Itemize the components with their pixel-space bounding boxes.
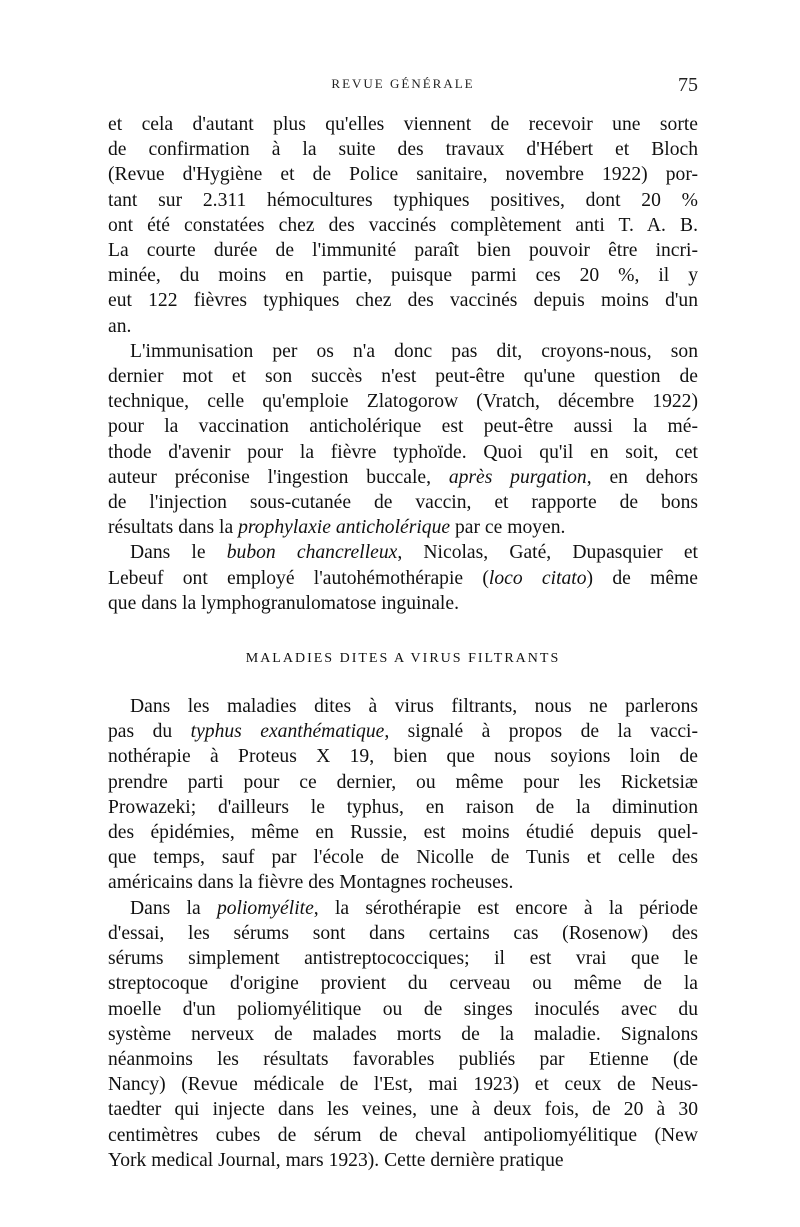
text-line xyxy=(108,820,698,845)
text-line xyxy=(108,288,698,313)
text-line xyxy=(108,694,698,719)
text-line xyxy=(108,314,698,339)
text-run: Lebeuf ont employé l'autohémothérapie ( xyxy=(108,567,489,589)
text-line xyxy=(108,566,698,591)
page-number: 75 xyxy=(678,74,698,96)
text-line xyxy=(108,540,698,565)
paragraph-4 xyxy=(108,694,698,896)
text-run: technique, celle qu'emploie Zlatogorow (Vratch, décembre 1922) xyxy=(108,391,698,413)
text-run: sérums simplement antistreptococciques; il est vrai que le xyxy=(108,948,698,970)
text-run: auteur préconise l'ingestion buccale, xyxy=(108,466,449,488)
paragraph-3 xyxy=(108,540,698,616)
italic-term: loco citato xyxy=(488,567,587,589)
text-line xyxy=(108,770,698,795)
text-run: système nerveux de malades morts de la maladie. Signalons xyxy=(108,1023,698,1045)
text-run: résultats dans la xyxy=(108,517,239,539)
text-line xyxy=(108,490,698,515)
text-run: Dans les maladies dites à virus filtrants, nous ne parlerons xyxy=(130,696,698,718)
text-run: ont été constatées chez des vaccinés complètement anti T. A. B. xyxy=(108,214,698,236)
text-run: nothérapie à Proteus X 19, bien que nous soyions loin de xyxy=(108,746,698,768)
text-run: minée, du moins en partie, puisque parmi ces 20 %, il y xyxy=(108,265,698,287)
text-line xyxy=(108,213,698,238)
text-line xyxy=(108,971,698,996)
text-line xyxy=(108,719,698,744)
text-line xyxy=(108,515,698,540)
text-line xyxy=(108,870,698,895)
text-line xyxy=(108,997,698,1022)
paragraph-2 xyxy=(108,339,698,541)
text-line xyxy=(108,1148,698,1173)
text-line xyxy=(108,795,698,820)
text-line xyxy=(108,414,698,439)
text-run: de l'injection sous-cutanée de vaccin, et rapporte de bons xyxy=(108,492,698,514)
italic-term: après purgation xyxy=(448,466,587,488)
text-line xyxy=(108,263,698,288)
text-run: néanmoins les résultats favorables publiés par Etienne (de xyxy=(108,1048,698,1070)
paragraph-1 xyxy=(108,112,698,339)
text-run: tant sur 2.311 hémocultures typhiques positives, dont 20 % xyxy=(108,189,698,211)
text-run: et cela d'autant plus qu'elles viennent de recevoir une sorte xyxy=(108,114,698,135)
text-line xyxy=(108,440,698,465)
text-line xyxy=(108,1047,698,1072)
text-run: , signalé à propos de la vacci- xyxy=(384,721,698,743)
text-run: L'immunisation per os n'a donc pas dit, croyons-nous, son xyxy=(130,340,698,362)
text-line xyxy=(108,1097,698,1122)
text-line xyxy=(108,1072,698,1097)
text-run: prendre parti pour ce dernier, ou même pour les Ricketsiæ xyxy=(108,771,698,793)
text-run: thode d'avenir pour la fièvre typhoïde. Quoi qu'il en soit, cet xyxy=(108,441,698,463)
text-line xyxy=(108,188,698,213)
text-line xyxy=(108,339,698,364)
text-run: ) de même xyxy=(586,567,698,589)
text-run: moelle d'un poliomyélitique ou de singes inoculés avec du xyxy=(108,998,698,1020)
page-header xyxy=(108,74,698,98)
text-run: , la sérothérapie est encore à la période xyxy=(313,897,698,919)
text-run: des épidémies, même en Russie, est moins étudié depuis quel- xyxy=(108,822,698,844)
text-line xyxy=(108,112,698,137)
italic-term: prophylaxie anticholérique xyxy=(238,517,451,539)
italic-term: typhus exanthématique xyxy=(190,721,385,743)
text-line xyxy=(108,744,698,769)
paragraph-5 xyxy=(108,896,698,1173)
text-run: York medical Journal, mars 1923). Cette dernière pratique xyxy=(108,1149,564,1171)
text-line xyxy=(108,465,698,490)
text-run: La courte durée de l'immunité paraît bien pouvoir être incri- xyxy=(108,240,698,262)
body-text xyxy=(108,112,698,1173)
text-line xyxy=(108,137,698,162)
running-title: REVUE GÉNÉRALE xyxy=(331,76,475,91)
text-run: pas du xyxy=(108,721,191,743)
text-line xyxy=(108,162,698,187)
text-run: , Nicolas, Gaté, Dupasquier et xyxy=(397,542,698,564)
italic-term: bubon chancrelleux xyxy=(226,542,398,564)
text-run: Prowazeki; d'ailleurs le typhus, en raison de la diminution xyxy=(108,796,698,818)
text-run: , en dehors xyxy=(586,466,698,488)
text-run: eut 122 fièvres typhiques chez des vaccinés depuis moins d'un xyxy=(108,290,698,312)
text-line xyxy=(108,896,698,921)
text-line xyxy=(108,238,698,263)
text-run: centimètres cubes de sérum de cheval antipoliomyélitique (New xyxy=(108,1124,698,1146)
text-run: pour la vaccination anticholérique est peut-être aussi la mé- xyxy=(108,416,698,438)
text-line xyxy=(108,946,698,971)
text-line xyxy=(108,1022,698,1047)
section-title: MALADIES DITES A VIRUS FILTRANTS xyxy=(245,651,561,667)
italic-term: poliomyélite xyxy=(216,897,314,919)
text-run: par ce moyen. xyxy=(450,517,566,539)
text-run: dernier mot et son succès n'est peut-être qu'une question de xyxy=(108,366,698,388)
text-line xyxy=(108,389,698,414)
text-run: an. xyxy=(108,315,132,337)
text-run: que temps, sauf par l'école de Nicolle de Tunis et celle des xyxy=(108,847,698,869)
text-line xyxy=(108,845,698,870)
text-run: Dans le xyxy=(130,542,227,564)
text-run: Dans la xyxy=(130,897,217,919)
text-run: de confirmation à la suite des travaux d'Hébert et Bloch xyxy=(108,139,698,161)
text-line xyxy=(108,364,698,389)
text-run: Nancy) (Revue médicale de l'Est, mai 1923) et ceux de Neus- xyxy=(108,1074,698,1096)
text-line xyxy=(108,921,698,946)
text-run: streptocoque d'origine provient du cerveau ou même de la xyxy=(108,973,698,995)
text-run: (Revue d'Hygiène et de Police sanitaire, novembre 1922) por- xyxy=(108,164,698,186)
text-run: taedter qui injecte dans les veines, une à deux fois, de 20 à 30 xyxy=(108,1099,698,1121)
text-line xyxy=(108,591,698,616)
text-run: que dans la lymphogranulomatose inguinale. xyxy=(108,592,459,614)
text-line xyxy=(108,1123,698,1148)
text-run: américains dans la fièvre des Montagnes rocheuses. xyxy=(108,872,514,894)
text-run: d'essai, les sérums sont dans certains cas (Rosenow) des xyxy=(108,922,698,944)
